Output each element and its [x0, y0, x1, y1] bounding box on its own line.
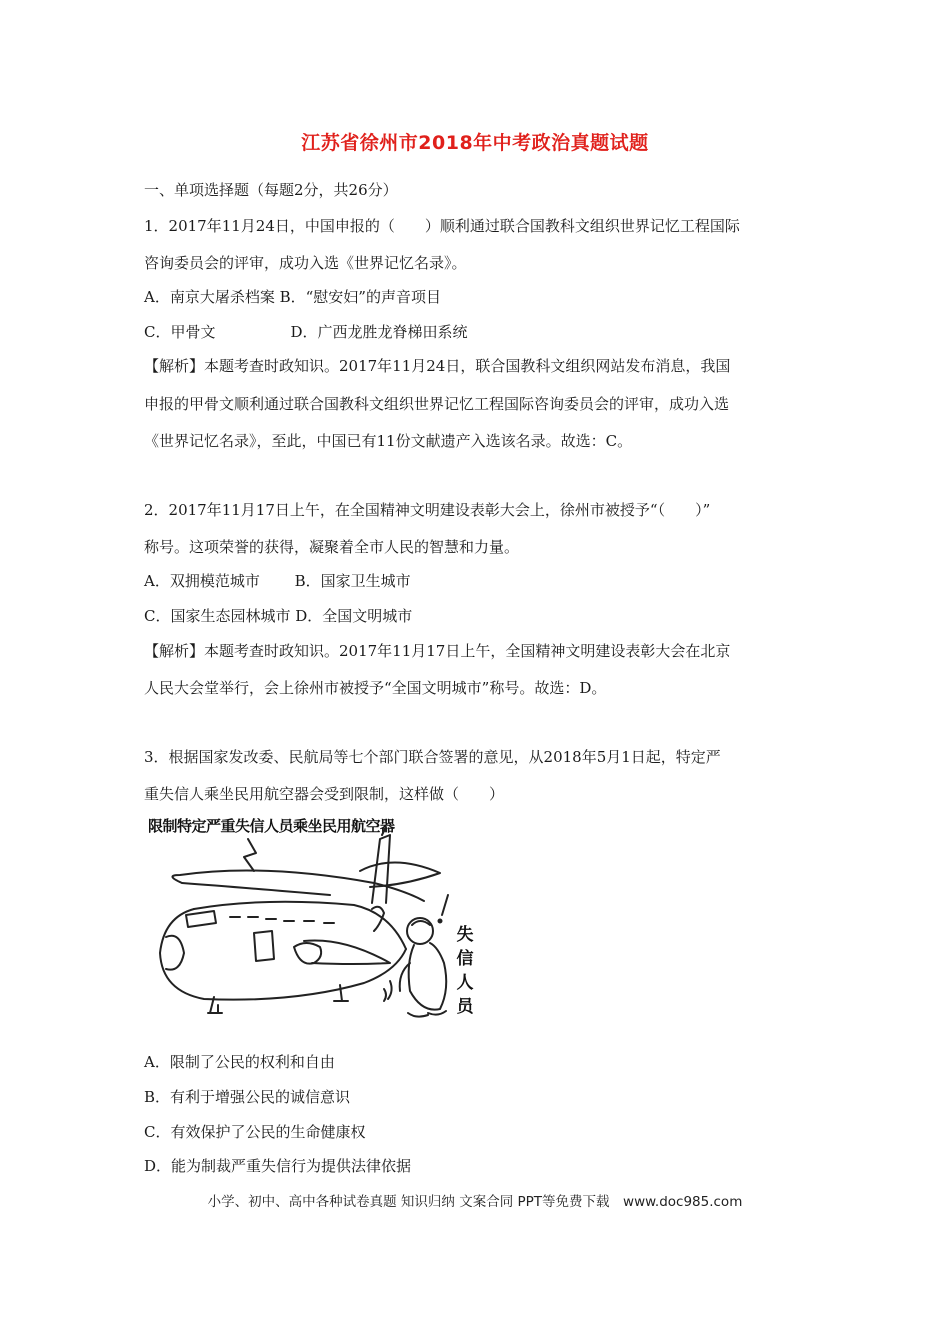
q3-option-d: D．能为制裁严重失信行为提供法律依据: [144, 1157, 412, 1175]
q2-analysis-line1: 【解析】本题考查时政知识。2017年11月17日上午，全国精神文明建设表彰大会在北京: [144, 642, 731, 660]
q3-stem-line2: 重失信人乘坐民用航空器会受到限制，这样做（ ）: [144, 785, 505, 803]
q1-analysis-line1: 【解析】本题考查时政知识。2017年11月24日，联合国教科文组织网站发布消息，我国: [144, 357, 731, 375]
q1-stem-line1: 1．2017年11月24日，中国申报的（ ）顺利通过联合国教科文组织世界记忆工程国际: [144, 217, 740, 235]
q1-options-line1: A．南京大屠杀档案 B．“慰安妇”的声音项目: [144, 288, 441, 306]
q1-options-line2: C．甲骨文 D．广西龙胜龙脊梯田系统: [144, 323, 468, 341]
document-title: 江苏省徐州市2018年中考政治真题试题: [301, 132, 649, 154]
footer-watermark-text: 小学、初中、高中各种试卷真题 知识归纳 文案合同 PPT等免费下载 www.doc985.com: [207, 1194, 743, 1210]
figure-caption: 限制特定严重失信人员乘坐民用航空器: [148, 817, 395, 835]
q3-option-c: C．有效保护了公民的生命健康权: [144, 1123, 366, 1141]
q2-stem-line1: 2．2017年11月17日上午，在全国精神文明建设表彰大会上，徐州市被授予“（ ）”: [144, 501, 711, 519]
airplane-cartoon-drawing: [144, 813, 484, 1043]
q1-analysis-line3: 《世界记忆名录》，至此，中国已有11份文献遗产入选该名录。故选：C。: [144, 432, 633, 450]
q2-analysis-line2: 人民大会堂举行，会上徐州市被授予“全国文明城市”称号。故选：D。: [144, 679, 607, 697]
figure-side-label: 失信人员: [456, 925, 474, 1017]
section-heading: 一、单项选择题（每题2分，共26分）: [144, 181, 398, 199]
q1-stem-line2: 咨询委员会的评审，成功入选《世界记忆名录》。: [144, 254, 467, 272]
q2-options-line1: A．双拥模范城市 B．国家卫生城市: [144, 572, 411, 590]
q3-option-a: A．限制了公民的权利和自由: [144, 1053, 335, 1071]
q2-options-line2: C．国家生态园林城市 D．全国文明城市: [144, 607, 413, 625]
q1-analysis-line2: 申报的甲骨文顺利通过联合国教科文组织世界记忆工程国际咨询委员会的评审，成功入选: [144, 395, 730, 413]
q3-stem-line1: 3．根据国家发改委、民航局等七个部门联合签署的意见，从2018年5月1日起，特定严: [144, 748, 721, 766]
q2-stem-line2: 称号。这项荣誉的获得，凝聚着全市人民的智慧和力量。: [144, 538, 520, 556]
q3-option-b: B．有利于增强公民的诚信意识: [144, 1088, 351, 1106]
cartoon-figure: [144, 813, 484, 1043]
